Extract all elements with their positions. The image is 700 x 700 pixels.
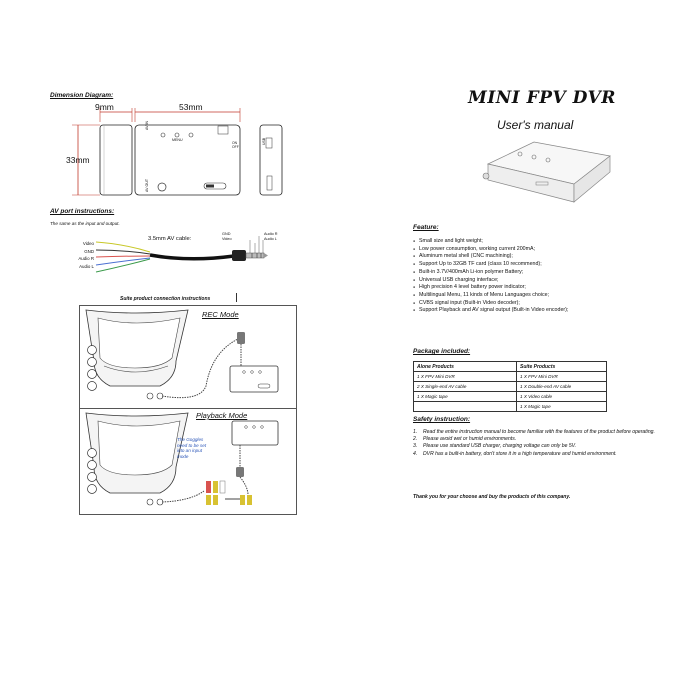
dim-height: 33mm: [66, 155, 90, 165]
thanks-note: Thank you for your choose and buy the products of this company.: [413, 494, 571, 500]
safety-item: [413, 429, 658, 436]
rec-mode-illustration: [80, 306, 294, 406]
dvr-product-image: [476, 136, 616, 208]
safety-item: [413, 436, 658, 443]
table-cell: [414, 402, 517, 412]
safety-text: Please avoid wet or humid environments.: [423, 436, 517, 443]
label-av-in: AV IN: [145, 120, 149, 130]
safety-heading: Safety instruction:: [413, 416, 471, 423]
plug-labels-right: [264, 232, 278, 241]
safety-item: [413, 451, 658, 458]
plug-labels-left: [222, 232, 232, 241]
safety-text: DVR has a built-in battery, don't store it in a high temperature and humid environment.: [423, 450, 617, 457]
feature-item: ● High precision 4 level battery power indicator;: [413, 284, 653, 292]
goggles-note-line-3: into an input: [177, 448, 203, 454]
suite-heading: Suite product connection instructions: [120, 296, 211, 302]
wire-label-video: Video: [82, 241, 94, 246]
table-row: [414, 402, 607, 412]
table-cell: 1 X FPV Mini DVR: [517, 372, 607, 382]
safety-number: 2.: [413, 436, 418, 443]
package-heading: Package included:: [413, 348, 471, 355]
manual-title: MINI FPV DVR: [468, 88, 616, 108]
goggles-note-line-1: The Goggles: [177, 437, 204, 442]
playback-mode-illustration: [80, 409, 294, 512]
goggles-note: [177, 437, 206, 459]
safety-list: [413, 429, 658, 458]
safety-number: 3.: [413, 443, 418, 450]
package-table: [413, 361, 607, 412]
label-on-off: ON OFF: [232, 141, 239, 149]
goggles-note-line-4: mode: [177, 453, 189, 459]
table-cell: 1 X Double-end AV cable: [517, 382, 607, 392]
av-note: The same as the input and output.: [50, 221, 120, 226]
feature-heading: Feature:: [413, 224, 439, 231]
manual-subtitle: User's manual: [497, 118, 574, 132]
table-cell: 1 X Magic tape: [414, 392, 517, 402]
label-av-out: AV OUT: [145, 178, 149, 192]
wire-label-audio-l: Audio L: [79, 263, 94, 269]
rec-mode-label: REC Mode: [202, 310, 239, 319]
table-cell: 2 X Single-end AV cable: [414, 382, 517, 392]
wire-labels: [74, 240, 94, 270]
dimension-heading: Dimension Diagram:: [50, 92, 114, 99]
feature-item: ● Aluminum metal shell (CNC machining);: [413, 253, 653, 261]
safety-text: Read the entire instruction manual to become familiar with the features of the product before operating.: [423, 429, 655, 435]
wire-label-gnd: GND: [84, 248, 94, 254]
playback-mode-label: Playback Mode: [196, 411, 248, 420]
plug-label-audio-l: Audio L: [264, 236, 277, 241]
table-cell: 1 X Magic tape: [517, 402, 607, 412]
feature-item: ● Support Playback and AV signal output (Built-in Video encoder);: [413, 307, 653, 315]
av-heading: AV port instructions:: [50, 208, 115, 215]
table-row: [414, 372, 607, 382]
cable-label: 3.5mm AV cable:: [148, 236, 192, 242]
safety-number: 4.: [413, 450, 418, 457]
dim-width-small: 9mm: [95, 102, 114, 112]
feature-item: ● Universal USB charging interface;: [413, 277, 653, 285]
feature-item: ● Low power consumption, working current 200mA;: [413, 246, 653, 254]
label-usb: USB: [262, 138, 266, 145]
table-cell: 1 X FPV Mini DVR: [414, 372, 517, 382]
text-cursor: [236, 293, 237, 302]
dimension-diagram: [60, 98, 300, 203]
feature-item: ● CVBS signal input (Built-in Video decoder);: [413, 300, 653, 308]
dim-width-large: 53mm: [179, 102, 203, 112]
safety-text: Please use standard USB charger, charging voltage can only be 5V.: [423, 443, 577, 450]
table-header-row: [414, 362, 607, 372]
goggles-note-line-2: need to be set: [177, 442, 207, 448]
plug-label-video: Video: [222, 236, 232, 241]
feature-item: ● Support Up to 32GB TF card (class 10 recommend);: [413, 261, 653, 269]
table-row: [414, 392, 607, 402]
table-row: [414, 382, 607, 392]
label-menu: MENU: [172, 138, 183, 142]
wire-label-audio-r: Audio R: [78, 256, 94, 262]
plug-label-gnd: GND: [222, 232, 231, 236]
safety-number: 1.: [413, 429, 418, 435]
feature-item: ● Small size and light weight;: [413, 238, 653, 246]
feature-item: ● Multilingual Menu, 11 kinds of Menu Languages choice;: [413, 292, 653, 300]
column-header-alone: Alone Products: [414, 362, 517, 372]
feature-list: [413, 238, 653, 315]
table-cell: 1 X Video cable: [517, 392, 607, 402]
column-header-suite: Suite Products: [517, 362, 607, 372]
plug-label-audio-r: Audio R: [264, 232, 278, 236]
safety-item: [413, 443, 658, 450]
feature-item: ● Built-in 3.7V/400mAh Li-ion polymer Battery;: [413, 269, 653, 277]
